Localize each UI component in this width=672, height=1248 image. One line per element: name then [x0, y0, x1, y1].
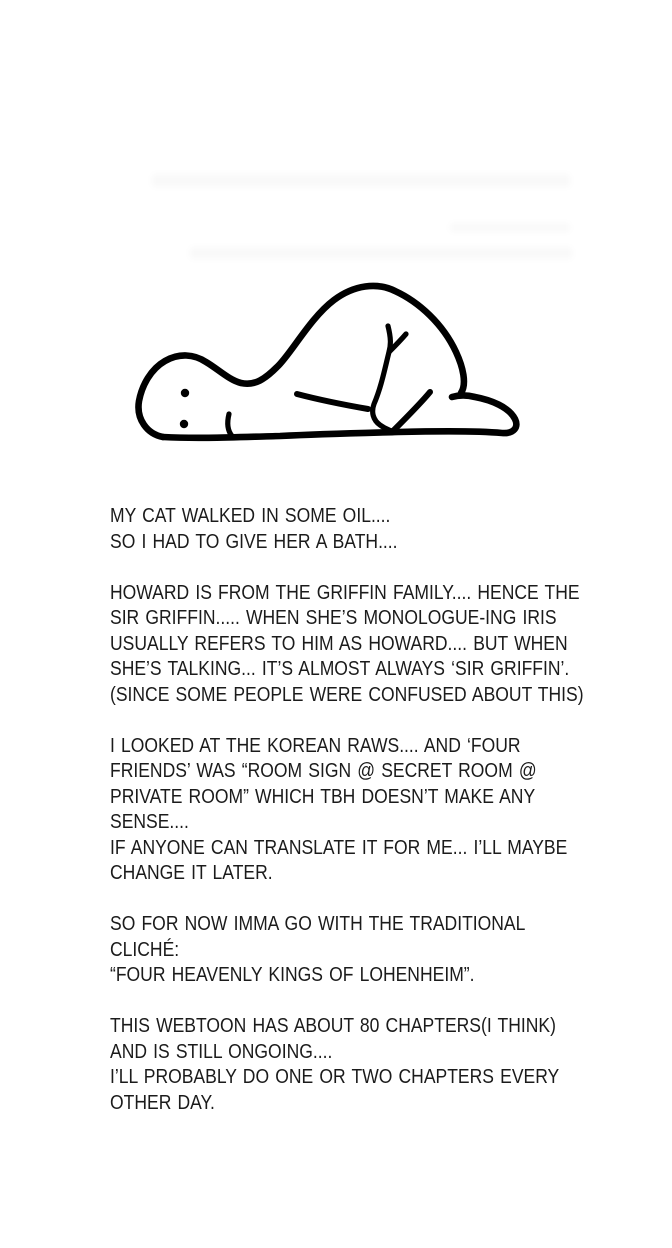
note-line: “FOUR HEAVENLY KINGS OF LOHENHEIM”.: [110, 963, 475, 986]
note-line: SO I HAD TO GIVE HER A BATH....: [110, 529, 398, 553]
note-line: SO FOR NOW IMMA GO WITH THE TRADITIONAL: [110, 912, 526, 935]
scan-artifact: [190, 247, 572, 259]
note-blank-line: [110, 886, 589, 912]
scan-artifact: [450, 223, 570, 232]
figure-shin-line: [393, 392, 430, 431]
note-line: OTHER DAY.: [110, 1090, 215, 1114]
figure-eye-dot: [180, 420, 188, 428]
note-line: CHANGE IT LATER.: [110, 861, 273, 884]
note-line: USUALLY REFERS TO HIM AS HOWARD.... BUT WHEN: [110, 631, 568, 655]
note-line: I’LL PROBABLY DO ONE OR TWO CHAPTERS EVERY: [110, 1065, 560, 1088]
note-line: THIS WEBTOON HAS ABOUT 80 CHAPTERS(I THINK): [110, 1014, 556, 1037]
note-line: (SINCE SOME PEOPLE WERE CONFUSED ABOUT THIS): [110, 682, 584, 706]
note-blank-line: [110, 707, 589, 733]
note-line: MY CAT WALKED IN SOME OIL....: [110, 504, 391, 527]
figure-chin-line: [228, 414, 232, 436]
note-blank-line: [110, 988, 589, 1014]
note-line: PRIVATE ROOM” WHICH TBH DOESN’T MAKE ANY: [110, 784, 536, 808]
note-line: AND IS STILL ONGOING....: [110, 1039, 333, 1063]
note-line: SHE’S TALKING... IT’S ALMOST ALWAYS ‘SIR GRIFFIN’.: [110, 657, 570, 680]
bowing-figure-illustration: [130, 270, 530, 465]
note-line: SENSE....: [110, 810, 189, 833]
figure-eye-dot: [181, 389, 189, 397]
note-line: IF ANYONE CAN TRANSLATE IT FOR ME... I’LL MAYBE: [110, 835, 568, 859]
note-line: CLICHÉ:: [110, 937, 180, 961]
note-line: HOWARD IS FROM THE GRIFFIN FAMILY.... HENCE THE: [110, 580, 580, 604]
translator-note-text: [110, 503, 670, 1115]
figure-forearm-line: [373, 326, 399, 432]
note-line: I LOOKED AT THE KOREAN RAWS.... AND ‘FOUR: [110, 733, 521, 757]
figure-arm-line: [297, 394, 368, 409]
figure-head-back-outline: [139, 286, 464, 437]
scan-artifact: [152, 174, 570, 187]
note-line: FRIENDS’ WAS “ROOM SIGN @ SECRET ROOM @: [110, 759, 537, 782]
note-blank-line: [110, 554, 589, 580]
note-line: SIR GRIFFIN..... WHEN SHE’S MONOLOGUE-ING IRIS: [110, 606, 557, 629]
